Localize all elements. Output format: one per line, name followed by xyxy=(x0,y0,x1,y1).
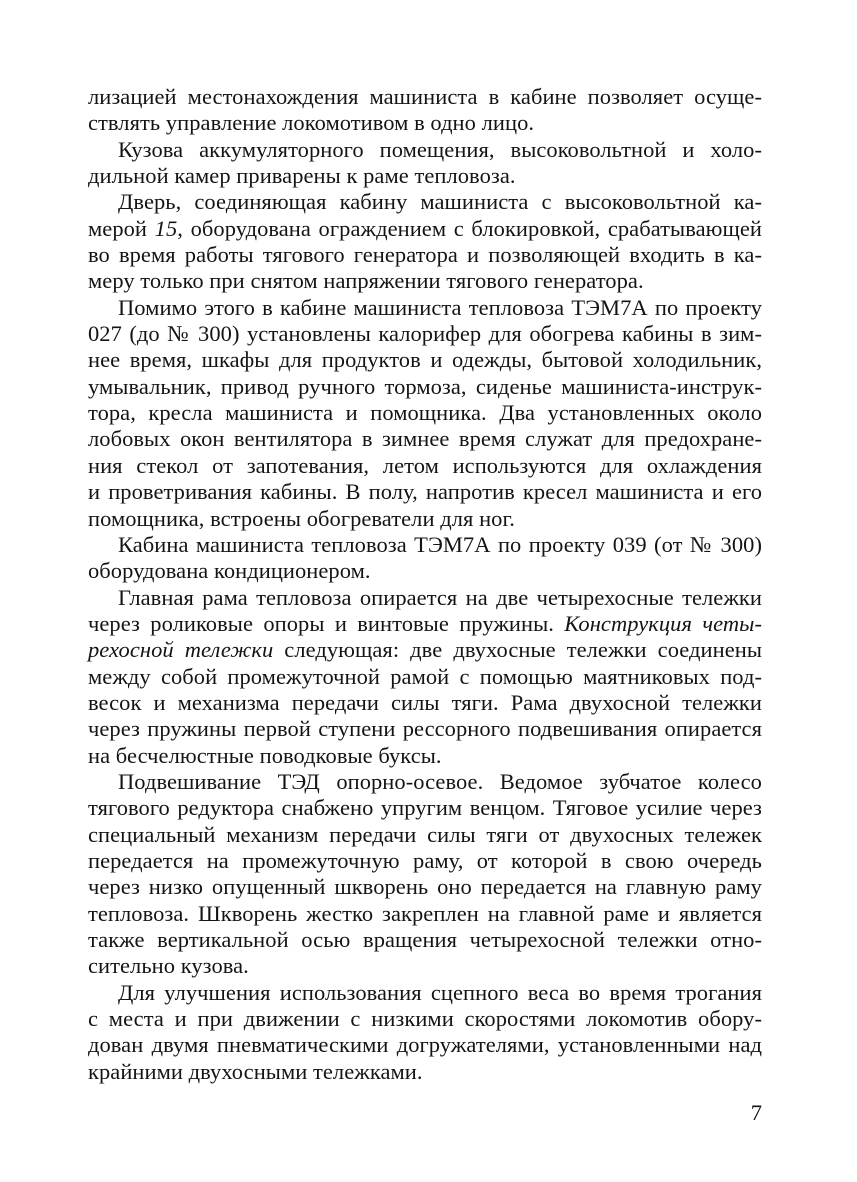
text-line: между собой промежуточной рамой с помощью маятниковых под- xyxy=(88,663,762,689)
text-span: мерой xyxy=(88,215,155,241)
body-text xyxy=(88,84,762,1085)
paragraph-body-chambers xyxy=(88,137,762,190)
paragraph-traction-motor-suspension xyxy=(88,769,762,980)
text-line: с места и при движении с низкими скоростями локомотив обору- xyxy=(88,1006,762,1032)
paragraph-pneumatic-loaders xyxy=(88,980,762,1085)
text-line: также вертикальной осью вращения четырехосной тележки отно- xyxy=(88,927,762,952)
text-span: через роликовые опоры и винтовые пружины. xyxy=(88,610,565,636)
text-span: , оборудована ограждением с блокировкой, срабатывающей xyxy=(177,215,762,241)
text-line: умывальник, привод ручного тормоза, сиденье машиниста-инструк- xyxy=(88,373,762,399)
paragraph-air-conditioner-039 xyxy=(88,532,762,585)
text-line: через низко опущенный шкворень оно передается на главную раму xyxy=(88,874,762,900)
text-span: следующая: две двухосные тележки соединены xyxy=(273,637,762,663)
text-line: весок и механизма передачи силы тяги. Рама двухосной тележки xyxy=(88,689,762,715)
text-line: меру только при снятом напряжении тягового генератора. xyxy=(88,268,644,294)
paragraph-main-frame-bogie xyxy=(88,585,762,769)
text-line: ния стекол от запотевания, летом используются для охлаждения xyxy=(88,452,762,478)
paragraph-cabin-equipment-027 xyxy=(88,295,762,532)
text-line: Главная рама тепловоза опирается на две четырехосные тележки xyxy=(118,584,762,610)
text-line: дован двумя пневматическими догружателями, установленными над xyxy=(88,1032,762,1058)
text-line: тора, кресла машиниста и помощника. Два установленных около xyxy=(88,400,762,426)
text-line: Подвешивание ТЭД опорно-осевое. Ведомое зубчатое колесо xyxy=(118,768,762,794)
text-line: Кабина машиниста тепловоза ТЭМ7А по проекту 039 (от № 300) xyxy=(118,531,762,557)
paragraph-door-interlock xyxy=(88,189,762,294)
text-line: оборудована кондиционером. xyxy=(88,558,371,584)
page-number: 7 xyxy=(750,1100,762,1125)
text-line: Помимо этого в кабине машиниста тепловоза ТЭМ7А по проекту xyxy=(118,294,762,320)
text-line: Кузова аккумуляторного помещения, высоковольтной и холо- xyxy=(118,136,762,162)
text-line: ствлять управление локомотивом в одно лицо. xyxy=(88,110,535,136)
text-line: через пружины первой ступени рессорного подвешивания опирается xyxy=(88,716,762,742)
text-line-with-emphasis xyxy=(88,637,762,663)
text-line: во время работы тягового генератора и позволяющей входить в ка- xyxy=(88,242,762,268)
text-line: и проветривания кабины. В полу, напротив кресел машиниста и его xyxy=(88,479,762,505)
text-line: нее время, шкафы для продуктов и одежды, бытовой холодильник, xyxy=(88,347,762,373)
text-line: передается на промежуточную раму, от которой в свою очередь xyxy=(88,847,762,873)
paragraph-cabin-control xyxy=(88,84,762,137)
text-line: дильной камер приварены к раме тепловоза. xyxy=(88,163,516,189)
text-line: лизацией местонахождения машиниста в кабине позволяет осуще- xyxy=(88,84,762,109)
text-line: 027 (до № 300) установлены калорифер для обогрева кабины в зим- xyxy=(88,321,762,347)
text-line: специальный механизм передачи силы тяги от двухосных тележек xyxy=(88,821,762,847)
text-line: лобовых окон вентилятора в зимнее время служат для предохране- xyxy=(88,426,762,452)
emphasis-term: Конструкция четы- xyxy=(564,610,762,636)
figure-reference-number: 15 xyxy=(154,215,178,241)
text-line: сительно кузова. xyxy=(88,953,249,979)
text-line-with-reference xyxy=(88,216,762,242)
text-line: тягового редуктора снабжено упругим венцом. Тяговое усилие через xyxy=(88,795,762,821)
text-line: крайними двухосными тележками. xyxy=(88,1058,423,1084)
text-line: помощника, встроены обогреватели для ног. xyxy=(88,505,515,531)
text-line: тепловоза. Шкворень жестко закреплен на главной раме и является xyxy=(88,900,762,926)
emphasis-term: рехосной тележки xyxy=(88,637,274,663)
text-line: на бесчелюстные поводковые буксы. xyxy=(88,742,442,768)
text-line: Дверь, соединяющая кабину машиниста с высоковольтной ка- xyxy=(118,189,762,215)
text-line: Для улучшения использования сцепного веса во время трогания xyxy=(118,979,762,1005)
text-line-with-emphasis xyxy=(88,611,762,637)
